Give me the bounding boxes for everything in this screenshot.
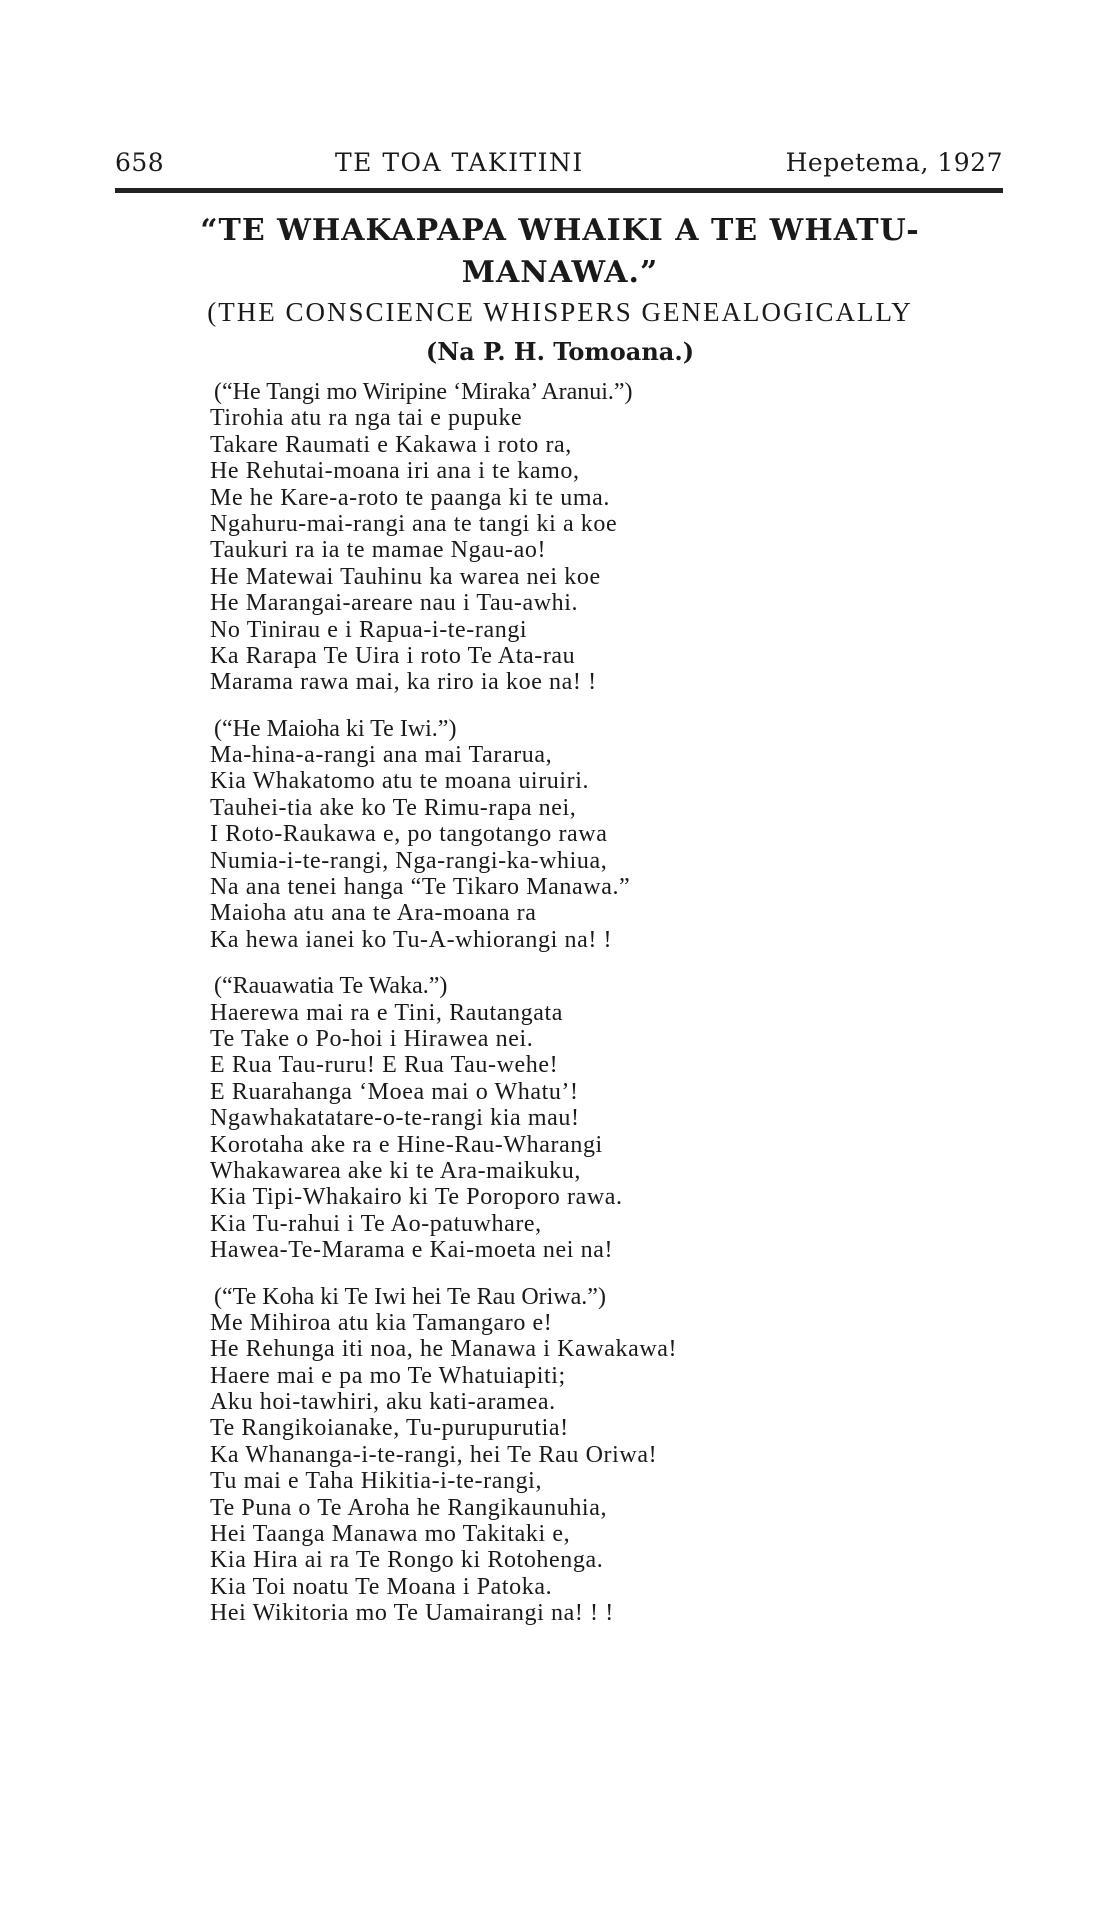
issue-date: Hepetema, 1927 <box>785 148 1003 177</box>
poem-line: Marama rawa mai, ka riro ia koe na! ! <box>210 669 597 696</box>
stanza <box>210 973 1010 1263</box>
poem-line: No Tinirau e i Rapua-i-te-rangi <box>210 616 528 643</box>
stanza-spacer <box>210 953 1010 973</box>
poem-line: Ma-hina-a-rangi ana mai Tararua, <box>210 742 553 769</box>
stanza-spacer <box>210 696 1010 716</box>
poem-line: Hawea-Te-Marama e Kai-moeta nei na! <box>210 1237 614 1264</box>
poem-line: Kia Hira ai ra Te Rongo ki Rotohenga. <box>210 1547 604 1574</box>
poem-line: Hei Wikitoria mo Te Uamairangi na! ! ! <box>210 1600 614 1627</box>
poem-line: E Rua Tau-ruru! E Rua Tau-wehe! <box>210 1052 559 1079</box>
poem-line: I Roto-Raukawa e, po tangotango rawa <box>210 821 608 848</box>
poem-line: Te Puna o Te Aroha he Rangikaunuhia, <box>210 1494 608 1521</box>
article-author: (Na P. H. Tomoana.) <box>425 337 695 366</box>
article-title: “TE WHAKAPAPA WHAIKI A TE WHATU-MANAWA.” <box>200 213 920 290</box>
poem-line: Ka Whananga-i-te-rangi, hei Te Rau Oriwa! <box>210 1441 658 1468</box>
stanza <box>210 716 1010 954</box>
poem-body <box>210 379 1010 1627</box>
poem-line: Hei Taanga Manawa mo Takitaki e, <box>210 1521 571 1548</box>
article-subtitle: (THE CONSCIENCE WHISPERS GENEALOGICALLY <box>207 297 913 327</box>
poem-line: Korotaha ake ra e Hine-Rau-Wharangi <box>210 1131 603 1158</box>
poem-line: Tirohia atu ra nga tai e pupuke <box>210 405 523 432</box>
poem-line: Te Rangikoianake, Tu-purupurutia! <box>210 1415 569 1442</box>
poem-line: Takare Raumati e Kakawa i roto ra, <box>210 431 572 458</box>
poem-line: Na ana tenei hanga “Te Tikaro Manawa.” <box>210 874 631 901</box>
poem-line: Haerewa mai ra e Tini, Rautangata <box>210 999 564 1026</box>
poem-line: Tauhei-tia ake ko Te Rimu-rapa nei, <box>210 794 577 821</box>
poem-line: Numia-i-te-rangi, Nga-rangi-ka-whiua, <box>210 847 608 874</box>
stanza-heading: (“Te Koha ki Te Iwi hei Te Rau Oriwa.”) <box>214 1283 606 1310</box>
poem-line: Te Take o Po-hoi i Hirawea nei. <box>210 1025 534 1052</box>
poem-line: Me Mihiroa atu kia Tamangaro e! <box>210 1309 553 1336</box>
poem-line: Haere mai e pa mo Te Whatuiapiti; <box>210 1362 566 1389</box>
journal-title: TE TOA TAKITINI <box>335 148 584 177</box>
stanza <box>210 379 1010 696</box>
stanza-heading: (“He Maioha ki Te Iwi.”) <box>214 715 457 742</box>
poem-line: Ngawhakatatare-o-te-rangi kia mau! <box>210 1105 580 1132</box>
poem-line: Kia Toi noatu Te Moana i Patoka. <box>210 1573 553 1600</box>
stanza-heading: (“He Tangi mo Wiripine ‘Miraka’ Aranui.”) <box>214 379 633 405</box>
poem-line: Kia Tu-rahui i Te Ao-patuwhare, <box>210 1210 542 1237</box>
poem-line: Maioha atu ana te Ara-moana ra <box>210 900 537 927</box>
poem-line: Kia Whakatomo atu te moana uiruiri. <box>210 768 590 795</box>
poem-line: Ka Rarapa Te Uira i roto Te Ata-rau <box>210 642 576 669</box>
poem-line: Tu mai e Taha Hikitia-i-te-rangi, <box>210 1468 543 1495</box>
poem-line: Kia Tipi-Whakairo ki Te Poroporo rawa. <box>210 1184 623 1211</box>
poem-line: Me he Kare-a-roto te paanga ki te uma. <box>210 484 610 511</box>
poem-line: Ka hewa ianei ko Tu-A-whiorangi na! ! <box>210 926 613 953</box>
poem-line: He Matewai Tauhinu ka warea nei koe <box>210 563 601 590</box>
header-rule <box>115 188 1003 193</box>
page-number: 658 <box>115 148 165 177</box>
poem-line: Whakawarea ake ki te Ara-maikuku, <box>210 1157 581 1184</box>
poem-line: E Ruarahanga ‘Moea mai o Whatu’! <box>210 1078 579 1105</box>
poem-line: He Marangai-areare nau i Tau-awhi. <box>210 590 579 617</box>
running-head <box>115 148 1003 178</box>
stanza <box>210 1284 1010 1627</box>
stanza-spacer <box>210 1264 1010 1284</box>
poem-line: Aku hoi-tawhiri, aku kati-aramea. <box>210 1389 556 1416</box>
poem-line: He Rehutai-moana iri ana i te kamo, <box>210 458 580 485</box>
poem-line: Taukuri ra ia te mamae Ngau-ao! <box>210 537 547 564</box>
poem-line: Ngahuru-mai-rangi ana te tangi ki a koe <box>210 510 618 537</box>
poem-line: He Rehunga iti noa, he Manawa i Kawakawa! <box>210 1336 678 1363</box>
stanza-heading: (“Rauawatia Te Waka.”) <box>214 973 448 1000</box>
